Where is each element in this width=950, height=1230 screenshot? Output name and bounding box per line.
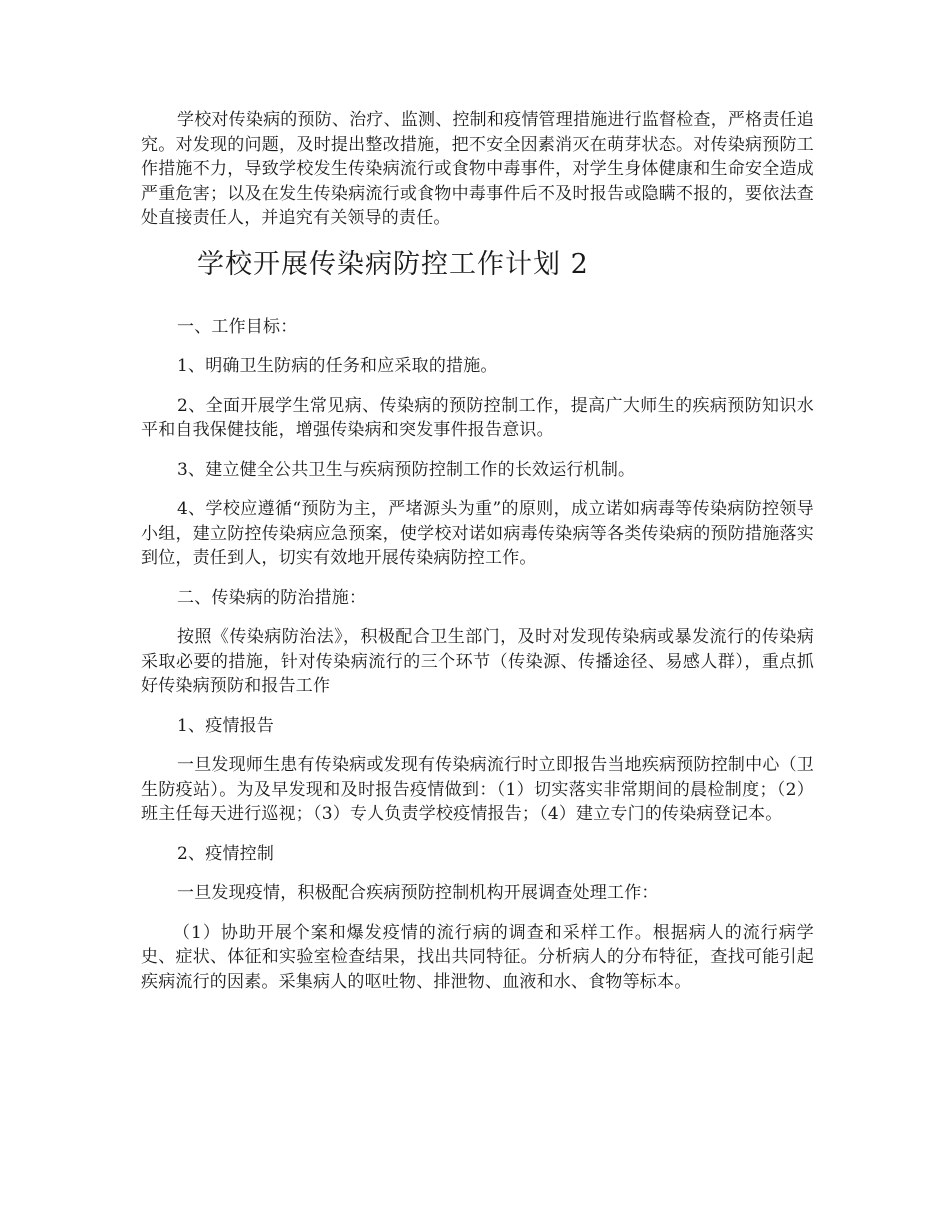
- subheading-epidemic-report: 1、疫情报告: [177, 715, 275, 736]
- goal-item-1: 1、明确卫生防病的任务和应采取的措施。: [177, 356, 498, 376]
- document-title: 学校开展传染病防控工作计划 2: [197, 248, 589, 280]
- epidemic-control-item-1: （1）协助开展个案和爆发疫情的流行病的调查和采样工作。根据病人的流行病学史、症状、体征和实验室检查结果，找出共同特征。分析病人的分布特征，查找可能引起疾病流行的因素。采集病人的呕吐物、排泄物、血液和水、食物等标本。: [141, 922, 814, 992]
- intro-paragraph: 学校对传染病的预防、治疗、监测、控制和疫情管理措施进行监督检查，严格责任追究。对发现的问题，及时提出整改措施，把不安全因素消灭在萌芽状态。对传染病预防工作措施不力，导致学校发生传染病流行或食物中毒事件，对学生身体健康和生命安全造成严重危害；以及在发生传染病流行或食物中毒事件后不及时报告或隐瞒不报的，要依法查处直接责任人，并追究有关领导的责任。: [141, 110, 814, 228]
- goal-item-2: 2、全面开展学生常见病、传染病的预防控制工作，提高广大师生的疾病预防知识水平和自我保健技能，增强传染病和突发事件报告意识。: [141, 395, 814, 440]
- goal-item-4: 4、学校应遵循“预防为主，严堵源头为重”的原则，成立诺如病毒等传染病防控领导小组，建立防控传染病应急预案，使学校对诺如病毒传染病等各类传染病的预防措施落实到位，责任到人，切实有效地开展传染病防控工作。: [141, 499, 814, 568]
- epidemic-report-paragraph: 一旦发现师生患有传染病或发现有传染病流行时立即报告当地疾病预防控制中心（卫生防疫站）。为及早发现和及时报告疫情做到：（1）切实落实非常期间的晨检制度；（2）班主任每天进行巡视；（3）专人负责学校疫情报告；（4）建立专门的传染病登记本。: [141, 755, 814, 824]
- epidemic-control-intro: 一旦发现疫情，积极配合疾病预防控制机构开展调查处理工作：: [177, 883, 659, 903]
- section-heading-measures: 二、传染病的防治措施：: [177, 587, 367, 608]
- goal-item-3: 3、建立健全公共卫生与疾病预防控制工作的长效运行机制。: [177, 459, 636, 480]
- subheading-epidemic-control: 2、疫情控制: [177, 843, 275, 864]
- measures-paragraph: 按照《传染病防治法》，积极配合卫生部门，及时对发现传染病或暴发流行的传染病采取必要的措施，针对传染病流行的三个环节（传染源、传播途径、易感人群），重点抓好传染病预防和报告工作: [141, 627, 814, 696]
- section-heading-goals: 一、工作目标：: [177, 316, 298, 337]
